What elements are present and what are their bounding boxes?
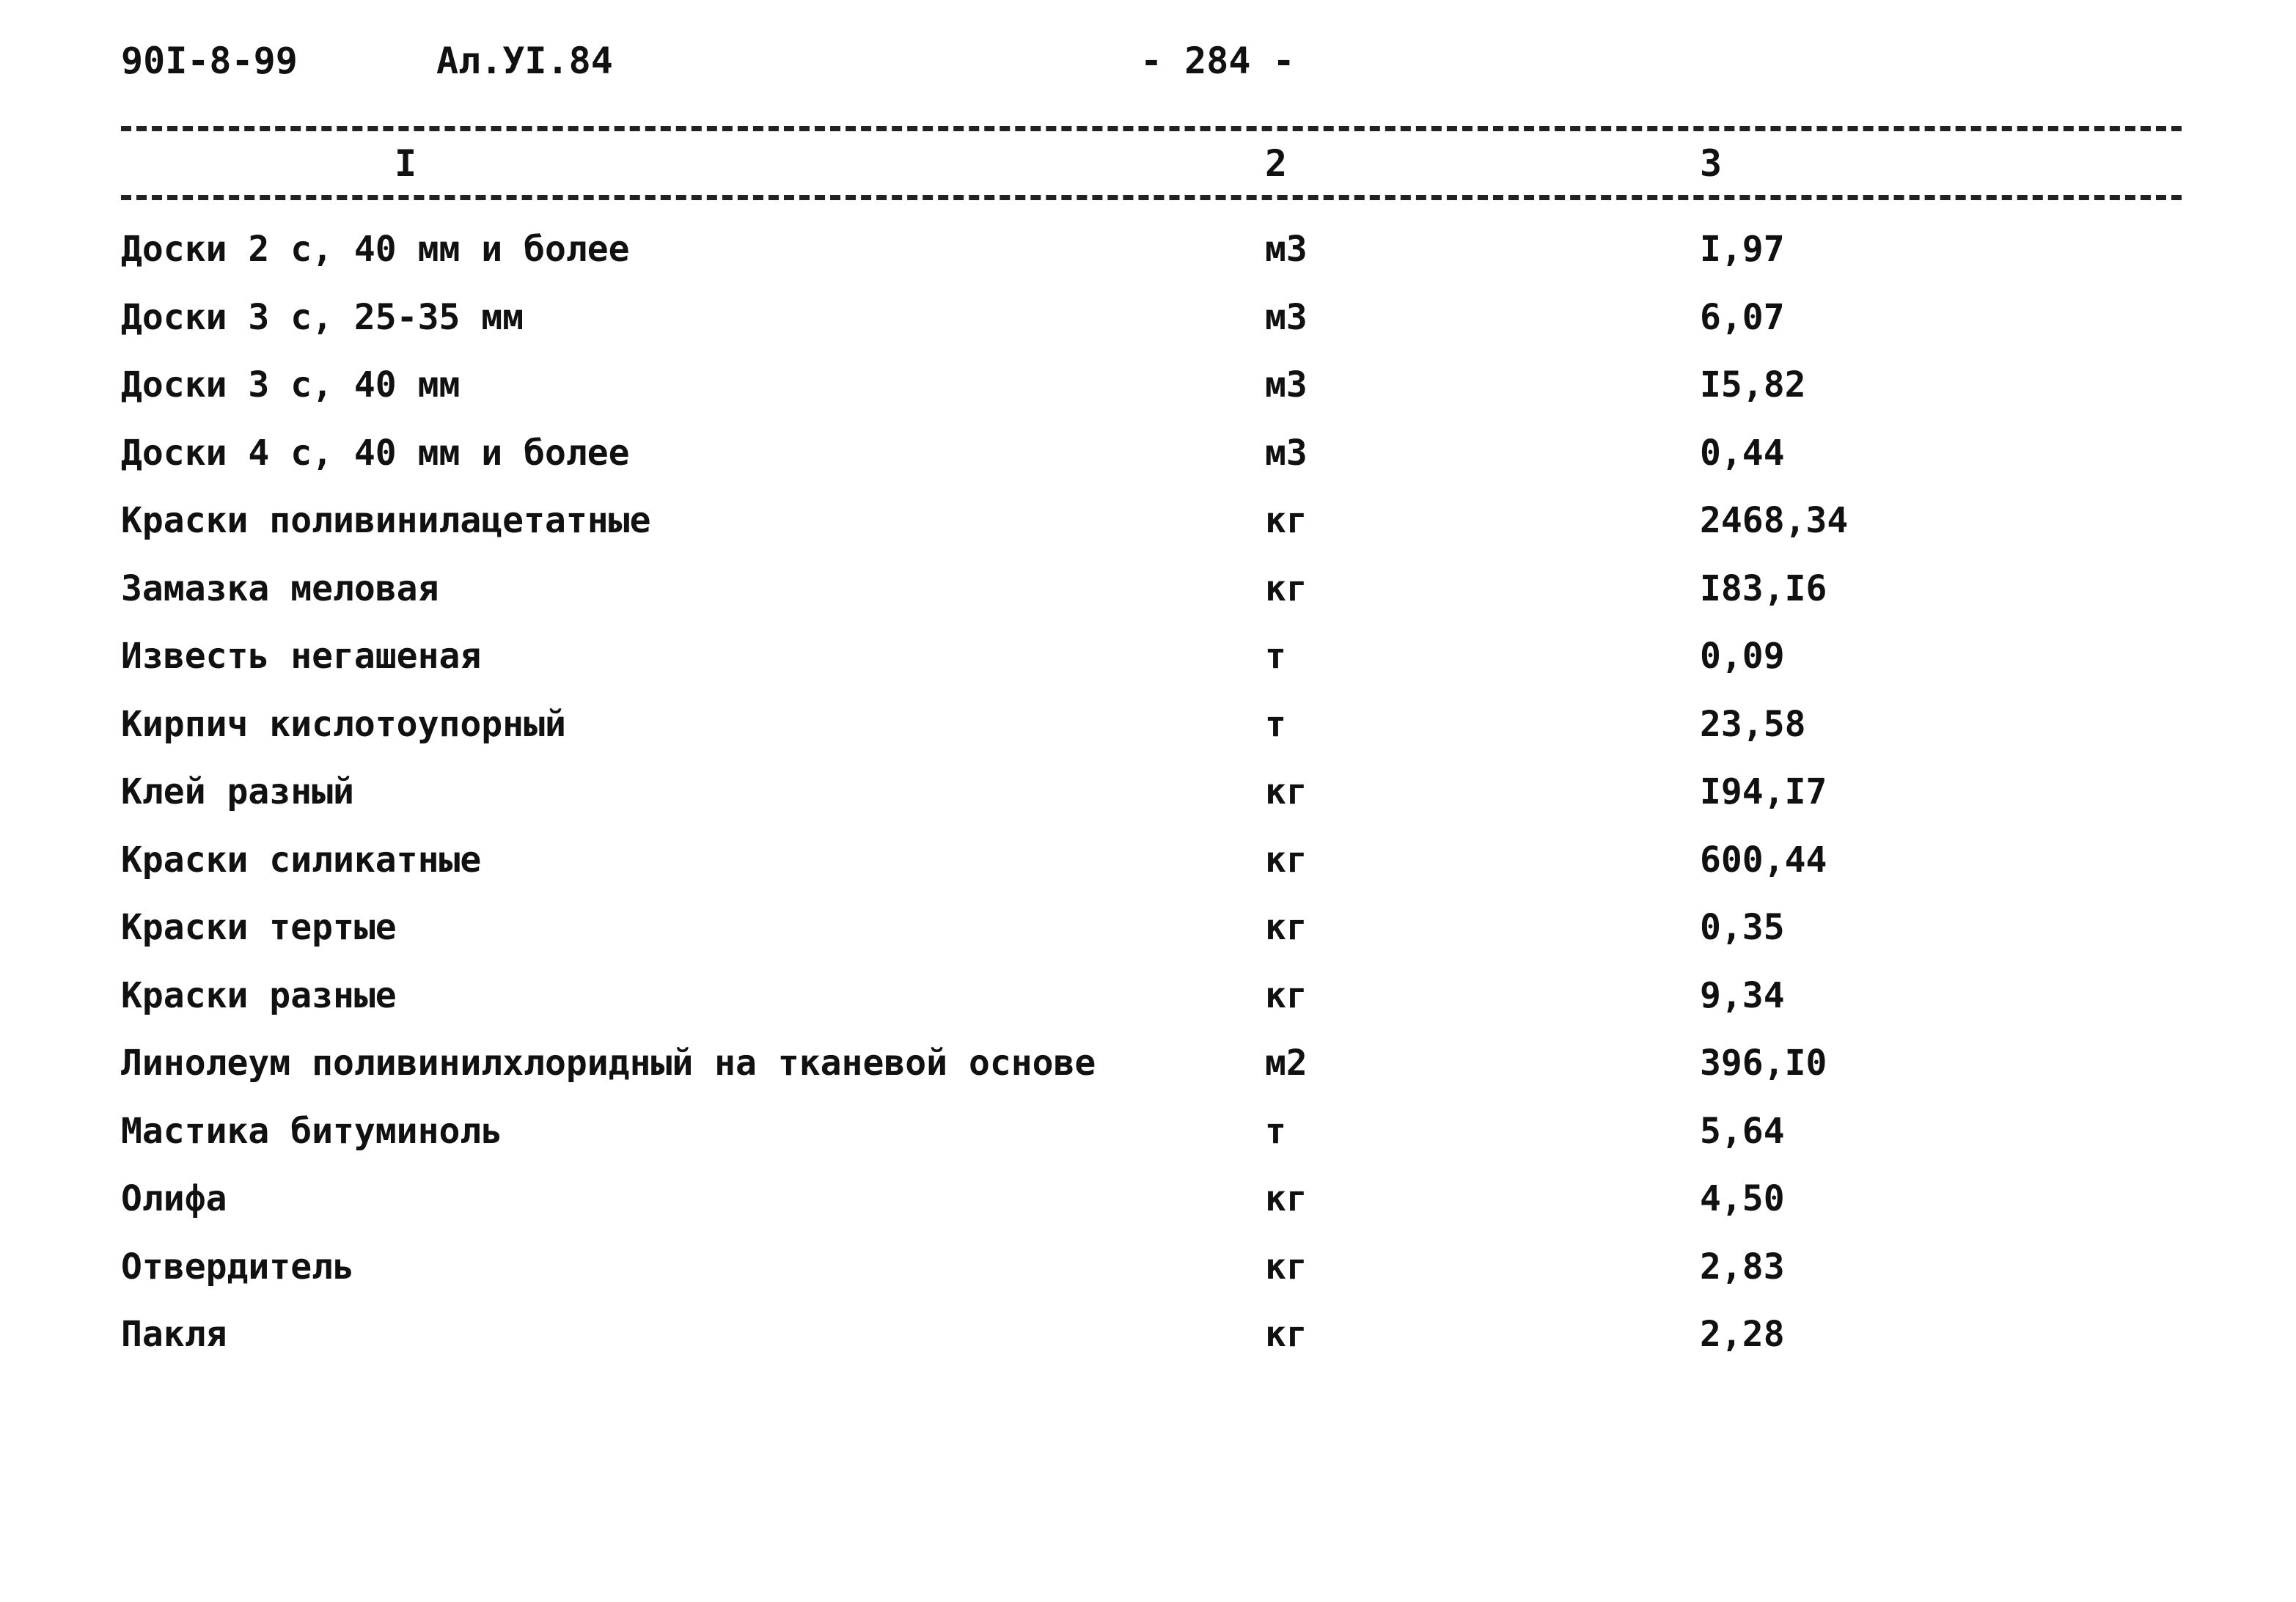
material-name: Краски разные [121, 974, 397, 1016]
table-row [0, 1241, 2296, 1309]
table-row [0, 631, 2296, 699]
column-header-2: 2 [1265, 142, 1288, 185]
material-quantity: 600,44 [1700, 839, 1827, 881]
document-code: 90I-8-99 [121, 40, 298, 82]
material-unit: т [1265, 703, 1286, 745]
material-table [0, 224, 2296, 1377]
table-row [0, 699, 2296, 767]
material-unit: т [1265, 1110, 1286, 1152]
table-row [0, 292, 2296, 360]
material-unit: кг [1265, 1246, 1307, 1287]
page-number: - 284 - [1140, 40, 1295, 82]
material-quantity: 9,34 [1700, 974, 1785, 1016]
material-name: Известь негашеная [121, 636, 482, 677]
table-row [0, 563, 2296, 631]
material-unit: кг [1265, 1178, 1307, 1219]
material-name: Доски 2 с, 40 мм и более [121, 229, 630, 270]
material-quantity: I,97 [1700, 229, 1785, 270]
material-name: Краски силикатные [121, 839, 482, 881]
material-unit: м3 [1265, 296, 1307, 338]
material-unit: кг [1265, 974, 1307, 1016]
table-row [0, 495, 2296, 563]
material-unit: кг [1265, 567, 1307, 609]
material-quantity: 0,44 [1700, 432, 1785, 474]
material-unit: м2 [1265, 1043, 1307, 1084]
material-unit: м3 [1265, 364, 1307, 405]
table-row [0, 970, 2296, 1038]
material-unit: кг [1265, 771, 1307, 812]
material-name: Линолеум поливинилхлоридный на тканевой основе [121, 1043, 1096, 1084]
material-name: Доски 3 с, 40 мм [121, 364, 461, 405]
material-name: Клей разный [121, 771, 354, 812]
material-unit: м3 [1265, 432, 1307, 474]
column-header-3: 3 [1700, 142, 1723, 185]
table-row [0, 1173, 2296, 1241]
table-row [0, 359, 2296, 427]
table-row [0, 1309, 2296, 1377]
material-unit: кг [1265, 839, 1307, 881]
material-quantity: I94,I7 [1700, 771, 1827, 812]
material-unit: м3 [1265, 229, 1307, 270]
table-top-rule [121, 126, 2182, 131]
material-quantity: I5,82 [1700, 364, 1806, 405]
table-row [0, 224, 2296, 292]
material-quantity: 396,I0 [1700, 1043, 1827, 1084]
material-quantity: 0,35 [1700, 907, 1785, 948]
material-name: Доски 4 с, 40 мм и более [121, 432, 630, 474]
material-quantity: 2,83 [1700, 1246, 1785, 1287]
material-name: Краски поливинилацетатные [121, 500, 651, 541]
table-row [0, 1037, 2296, 1106]
material-name: Замазка меловая [121, 567, 439, 609]
column-header-1: I [395, 142, 417, 185]
material-quantity: 2,28 [1700, 1314, 1785, 1355]
material-name: Отвердитель [121, 1246, 354, 1287]
material-quantity: 6,07 [1700, 296, 1785, 338]
material-name: Мастика битуминоль [121, 1110, 503, 1152]
material-quantity: 2468,34 [1700, 500, 1849, 541]
material-quantity: 0,09 [1700, 636, 1785, 677]
album-reference: Ал.УI.84 [436, 40, 613, 82]
material-name: Олифа [121, 1178, 227, 1219]
table-row [0, 427, 2296, 496]
material-unit: кг [1265, 1314, 1307, 1355]
material-unit: кг [1265, 500, 1307, 541]
table-row [0, 834, 2296, 903]
material-quantity: I83,I6 [1700, 567, 1827, 609]
material-name: Доски 3 с, 25-35 мм [121, 296, 524, 338]
material-quantity: 4,50 [1700, 1178, 1785, 1219]
table-row [0, 1106, 2296, 1174]
table-header-rule [121, 195, 2182, 200]
material-unit: т [1265, 636, 1286, 677]
material-name: Кирпич кислотоупорный [121, 703, 566, 745]
material-quantity: 23,58 [1700, 703, 1806, 745]
table-row [0, 902, 2296, 970]
material-name: Пакля [121, 1314, 227, 1355]
material-unit: кг [1265, 907, 1307, 948]
material-quantity: 5,64 [1700, 1110, 1785, 1152]
material-name: Краски тертые [121, 907, 397, 948]
table-row [0, 766, 2296, 834]
